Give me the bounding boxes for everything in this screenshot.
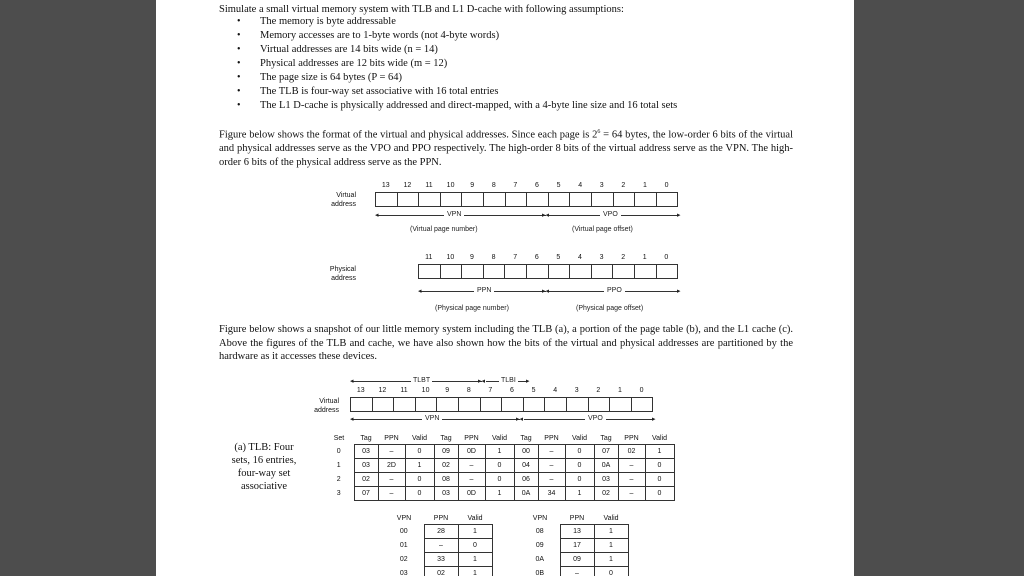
bit-number: 1	[642, 182, 647, 189]
arrow-head-icon: ▸◂	[478, 378, 486, 385]
column-header: Set	[333, 435, 345, 443]
table-cell: 0	[565, 473, 594, 487]
vpn-description: (Virtual page number)	[410, 226, 478, 233]
table-cell: 07	[594, 445, 618, 459]
table-row	[324, 473, 674, 487]
table-cell: 0D	[458, 445, 485, 459]
table-cell: 00	[514, 445, 538, 459]
table-header-row	[520, 513, 628, 525]
bit-cell	[545, 398, 567, 411]
table-cell: 0	[405, 445, 434, 459]
bit-number: 10	[446, 182, 455, 189]
column-header: VPN	[396, 515, 412, 523]
bit-cell	[419, 193, 441, 206]
superscript: 6	[597, 129, 601, 135]
column-header: PPN	[544, 435, 559, 442]
table-cell: 03	[354, 459, 378, 473]
table-row	[520, 539, 628, 553]
table-cell: –	[538, 459, 565, 473]
bit-number: 7	[513, 254, 518, 261]
table-row	[520, 567, 628, 576]
list-item: • The TLB is four-way set associative with 16 total entries	[219, 85, 677, 99]
table-cell: 03	[399, 570, 408, 576]
bit-cell	[527, 193, 549, 206]
bit-cell	[462, 265, 484, 278]
bit-cell	[592, 265, 614, 278]
table-cell: 0	[405, 487, 434, 501]
tlb-table	[324, 433, 675, 501]
table-cell: –	[618, 459, 645, 473]
bit-number: 3	[599, 182, 604, 189]
table-cell: 03	[594, 473, 618, 487]
column-header: PPN	[384, 435, 399, 442]
tlb-va-bit-numbers	[350, 387, 652, 394]
table-cell: 0B	[535, 570, 545, 576]
table-cell: –	[560, 567, 594, 576]
tlb-virtual-address-label	[289, 397, 339, 415]
tlbi-label: TLBI	[501, 377, 516, 384]
bit-number: 11	[425, 254, 433, 261]
table-row	[384, 539, 492, 553]
bit-cell	[635, 265, 657, 278]
arrow-head-icon: ◂	[375, 212, 379, 219]
table-cell: 13	[560, 525, 594, 539]
bit-number: 4	[578, 182, 583, 189]
column-header: Tag	[600, 435, 612, 442]
table-cell: 03	[354, 445, 378, 459]
set-index: 1	[336, 462, 341, 469]
table-row	[324, 487, 674, 501]
bit-cell	[614, 193, 636, 206]
bit-cell	[613, 265, 635, 278]
table-cell: 1	[458, 567, 492, 576]
table-cell: 1	[485, 487, 514, 501]
table-cell: –	[458, 459, 485, 473]
column-header: PPN	[624, 435, 639, 442]
bit-number: 1	[642, 254, 647, 261]
table-cell: 0	[645, 487, 674, 501]
bit-cell	[657, 193, 679, 206]
bit-number: 2	[621, 182, 626, 189]
table-cell: –	[618, 487, 645, 501]
bit-number: 8	[491, 254, 496, 261]
bit-number: 12	[378, 387, 387, 394]
bit-number: 5	[556, 182, 561, 189]
physical-address-cells	[418, 264, 678, 279]
tlb-virtual-address-cells	[350, 397, 653, 412]
bit-cell	[632, 398, 654, 411]
bit-number: 6	[534, 254, 539, 261]
column-header: PPN	[433, 515, 449, 522]
bit-cell	[635, 193, 657, 206]
table-cell: –	[458, 473, 485, 487]
bit-cell	[524, 398, 546, 411]
arrow-head-icon: ◂	[350, 378, 354, 385]
bit-number: 0	[664, 182, 669, 189]
table-cell: –	[538, 473, 565, 487]
table-cell: 1	[594, 553, 628, 567]
column-header: Tag	[520, 435, 532, 442]
table-cell: 0A	[514, 487, 538, 501]
label-line: address	[331, 275, 356, 282]
table-cell: –	[378, 473, 405, 487]
bit-number: 9	[470, 182, 475, 189]
va-bit-numbers	[375, 182, 677, 189]
bit-cell	[419, 265, 441, 278]
pa-bit-numbers	[418, 254, 677, 261]
arrow-head-icon: ▸	[652, 416, 656, 423]
table-cell: 17	[560, 539, 594, 553]
table-cell: 03	[434, 487, 458, 501]
bit-cell	[462, 193, 484, 206]
page-table-right	[520, 513, 629, 576]
table-cell: 0	[565, 459, 594, 473]
table-cell: 07	[354, 487, 378, 501]
table-cell: 33	[424, 553, 458, 567]
bit-number: 2	[621, 254, 626, 261]
table-cell: 04	[514, 459, 538, 473]
table-row	[384, 525, 492, 539]
bit-cell	[567, 398, 589, 411]
table-header-row	[324, 433, 674, 445]
column-header: Valid	[467, 515, 483, 522]
list-item: • Virtual addresses are 14 bits wide (n = 14)	[219, 43, 677, 57]
set-index: 0	[336, 448, 341, 455]
bit-cell	[484, 193, 506, 206]
table-cell: 1	[458, 525, 492, 539]
table-cell: 02	[618, 445, 645, 459]
bit-number: 6	[535, 182, 539, 189]
bit-cell	[441, 265, 463, 278]
label-line: address	[331, 201, 356, 208]
table-cell: 02	[594, 487, 618, 501]
table-cell: 0	[485, 459, 514, 473]
table-row	[324, 459, 674, 473]
bit-number: 7	[488, 387, 493, 394]
bit-number: 5	[531, 387, 536, 394]
bit-cell	[376, 193, 398, 206]
column-header: Valid	[411, 435, 428, 442]
table-row	[520, 553, 628, 567]
label-line: Virtual	[336, 192, 356, 199]
bit-cell	[570, 193, 592, 206]
column-header: VPN	[532, 515, 548, 523]
list-item: • The memory is byte addressable	[219, 15, 677, 29]
label-line: address	[314, 407, 339, 414]
bit-number: 1	[617, 387, 622, 394]
vpn-label: VPN	[422, 415, 442, 422]
bit-cell	[484, 265, 506, 278]
table-cell: 0	[645, 459, 674, 473]
column-header: Valid	[491, 435, 508, 442]
table-cell: 34	[538, 487, 565, 501]
bit-cell	[373, 398, 395, 411]
document-page	[156, 0, 854, 576]
table-cell: 06	[514, 473, 538, 487]
table-cell: 0	[594, 567, 628, 576]
table-cell: 00	[399, 528, 408, 535]
bit-cell	[505, 265, 527, 278]
column-header: PPN	[569, 515, 585, 522]
bit-cell	[459, 398, 481, 411]
table-cell: 1	[594, 539, 628, 553]
bit-number: 0	[664, 254, 669, 261]
bit-cell	[549, 193, 571, 206]
ppo-description: (Physical page offset)	[576, 305, 644, 312]
table-row	[384, 553, 492, 567]
tlbt-label: TLBT	[413, 377, 431, 384]
ppn-description: (Physical page number)	[435, 305, 509, 312]
arrow-head-icon: ▸◂	[542, 288, 550, 295]
page-table-left	[384, 513, 493, 576]
table-cell: 08	[535, 528, 544, 535]
virtual-address-label	[306, 191, 356, 209]
table-cell: –	[378, 487, 405, 501]
bit-cell	[398, 193, 420, 206]
arrow-head-icon: ▸	[677, 212, 681, 219]
bit-number: 7	[513, 182, 518, 189]
table-cell: 0A	[594, 459, 618, 473]
intro-text: Simulate a small virtual memory system with TLB and L1 D-cache with following assumptions:	[219, 4, 624, 15]
table-row	[324, 445, 674, 459]
table-cell: 0	[458, 539, 492, 553]
bit-cell	[549, 265, 571, 278]
bit-cell	[610, 398, 632, 411]
list-item: • The page size is 64 bytes (P = 64)	[219, 71, 677, 85]
bit-number: 13	[381, 182, 390, 189]
bit-number: 9	[445, 387, 450, 394]
arrow-head-icon: ▸	[526, 378, 530, 385]
table-row	[384, 567, 492, 576]
table-cell: –	[538, 445, 565, 459]
column-header: Valid	[651, 435, 668, 442]
table-cell: 1	[485, 445, 514, 459]
bit-number: 9	[470, 254, 474, 261]
column-header: Tag	[360, 435, 372, 442]
set-index: 2	[336, 476, 341, 483]
bit-number: 2	[596, 387, 601, 394]
label-line: Virtual	[319, 398, 339, 405]
table-row	[520, 525, 628, 539]
table-cell: 09	[560, 553, 594, 567]
bit-cell	[570, 265, 592, 278]
table-cell: 01	[399, 542, 408, 549]
bit-cell	[592, 193, 614, 206]
bit-number: 11	[425, 182, 433, 189]
paragraph-snapshot: Figure below shows a snapshot of our little memory system including the TLB (a), a portion of the page table (b), and the L1 cache (c). Above the figures of the TLB and cache, we have also shown how the bits of the virtual and physical addresses are partitioned by the hardware as it accesses these devices.	[219, 324, 793, 362]
vpo-description: (Virtual page offset)	[572, 226, 633, 233]
table-cell: 1	[565, 487, 594, 501]
ppn-label: PPN	[474, 287, 494, 294]
table-cell: 0	[565, 445, 594, 459]
label-line: Physical	[329, 266, 356, 273]
column-header: Tag	[440, 435, 452, 442]
bit-number: 4	[553, 387, 558, 394]
table-cell: –	[378, 445, 405, 459]
arrow-head-icon: ▸	[677, 288, 681, 295]
bit-cell	[589, 398, 611, 411]
bit-cell	[351, 398, 373, 411]
vpn-label: VPN	[444, 211, 464, 218]
table-cell: 02	[434, 459, 458, 473]
column-header: PPN	[464, 435, 479, 442]
bit-cell	[441, 193, 463, 206]
table-cell: 0D	[458, 487, 485, 501]
table-cell: –	[424, 539, 458, 553]
table-cell: 1	[594, 525, 628, 539]
bit-cell	[394, 398, 416, 411]
table-cell: 0	[645, 473, 674, 487]
list-item: • Physical addresses are 12 bits wide (m = 12)	[219, 57, 677, 71]
table-cell: 1	[645, 445, 674, 459]
bit-number: 6	[510, 387, 514, 394]
arrow-head-icon: ◂	[418, 288, 422, 295]
column-header: Valid	[603, 515, 619, 522]
table-header-row	[384, 513, 492, 525]
table-cell: 1	[405, 459, 434, 473]
bit-number: 4	[578, 254, 582, 261]
table-cell: 02	[424, 567, 458, 576]
table-cell: 1	[458, 553, 492, 567]
para1-text-rest: = 64 bytes, the low-order 6 bits of the virtual and physical addresses serve as the VPO and PPO respectively. The high-order 8 bits of the virtual address serve as the VPN. The high-order 6 bits of the physical address serve as the PPN.	[219, 129, 793, 168]
table-cell: 0	[485, 473, 514, 487]
bit-number: 13	[356, 387, 365, 394]
bit-cell	[437, 398, 459, 411]
page-table-body	[520, 525, 628, 576]
bit-cell	[481, 398, 503, 411]
table-cell: 0A	[535, 556, 545, 563]
table-cell: 09	[434, 445, 458, 459]
table-cell: 28	[424, 525, 458, 539]
bit-cell	[657, 265, 679, 278]
list-item: • Memory accesses are to 1-byte words (not 4-byte words)	[219, 29, 677, 43]
table-cell: –	[618, 473, 645, 487]
bit-number: 11	[400, 387, 408, 394]
bit-number: 0	[639, 387, 644, 394]
bit-number: 10	[446, 254, 455, 261]
bit-number: 10	[421, 387, 430, 394]
ppo-label: PPO	[604, 287, 625, 294]
table-cell: 08	[434, 473, 458, 487]
list-item: • The L1 D-cache is physically addressed and direct-mapped, with a 4-byte line size and 16 total sets	[219, 99, 677, 113]
bit-number: 8	[491, 182, 496, 189]
table-cell: 02	[354, 473, 378, 487]
page-table-body	[384, 525, 492, 576]
table-cell: 0	[405, 473, 434, 487]
bit-cell	[527, 265, 549, 278]
bit-number: 12	[403, 182, 412, 189]
bit-cell	[502, 398, 524, 411]
bit-cell	[506, 193, 528, 206]
paragraph-address-format	[219, 126, 793, 169]
arrow-head-icon: ▸◂	[542, 212, 550, 219]
arrow-head-icon: ◂	[350, 416, 354, 423]
assumptions-list	[219, 15, 677, 113]
table-cell: 02	[399, 556, 408, 563]
table-cell: 2D	[378, 459, 405, 473]
bit-number: 5	[556, 254, 561, 261]
para1-text: Figure below shows the format of the virtual and physical addresses. Since each page is 2	[219, 129, 598, 141]
set-index: 3	[336, 490, 341, 497]
physical-address-label	[306, 265, 356, 283]
arrow-head-icon: ▸◂	[516, 416, 524, 423]
table-cell: 09	[535, 542, 544, 549]
tlb-table-body	[324, 445, 674, 501]
column-header: Valid	[571, 435, 588, 442]
vpo-label: VPO	[585, 415, 606, 422]
bit-number: 3	[574, 387, 579, 394]
bit-cell	[416, 398, 438, 411]
vpo-label: VPO	[600, 211, 621, 218]
bit-number: 3	[599, 254, 604, 261]
tlb-caption: (a) TLB: Four sets, 16 entries, four-way set associative	[231, 442, 297, 492]
bit-number: 8	[466, 387, 471, 394]
virtual-address-cells	[375, 192, 678, 207]
